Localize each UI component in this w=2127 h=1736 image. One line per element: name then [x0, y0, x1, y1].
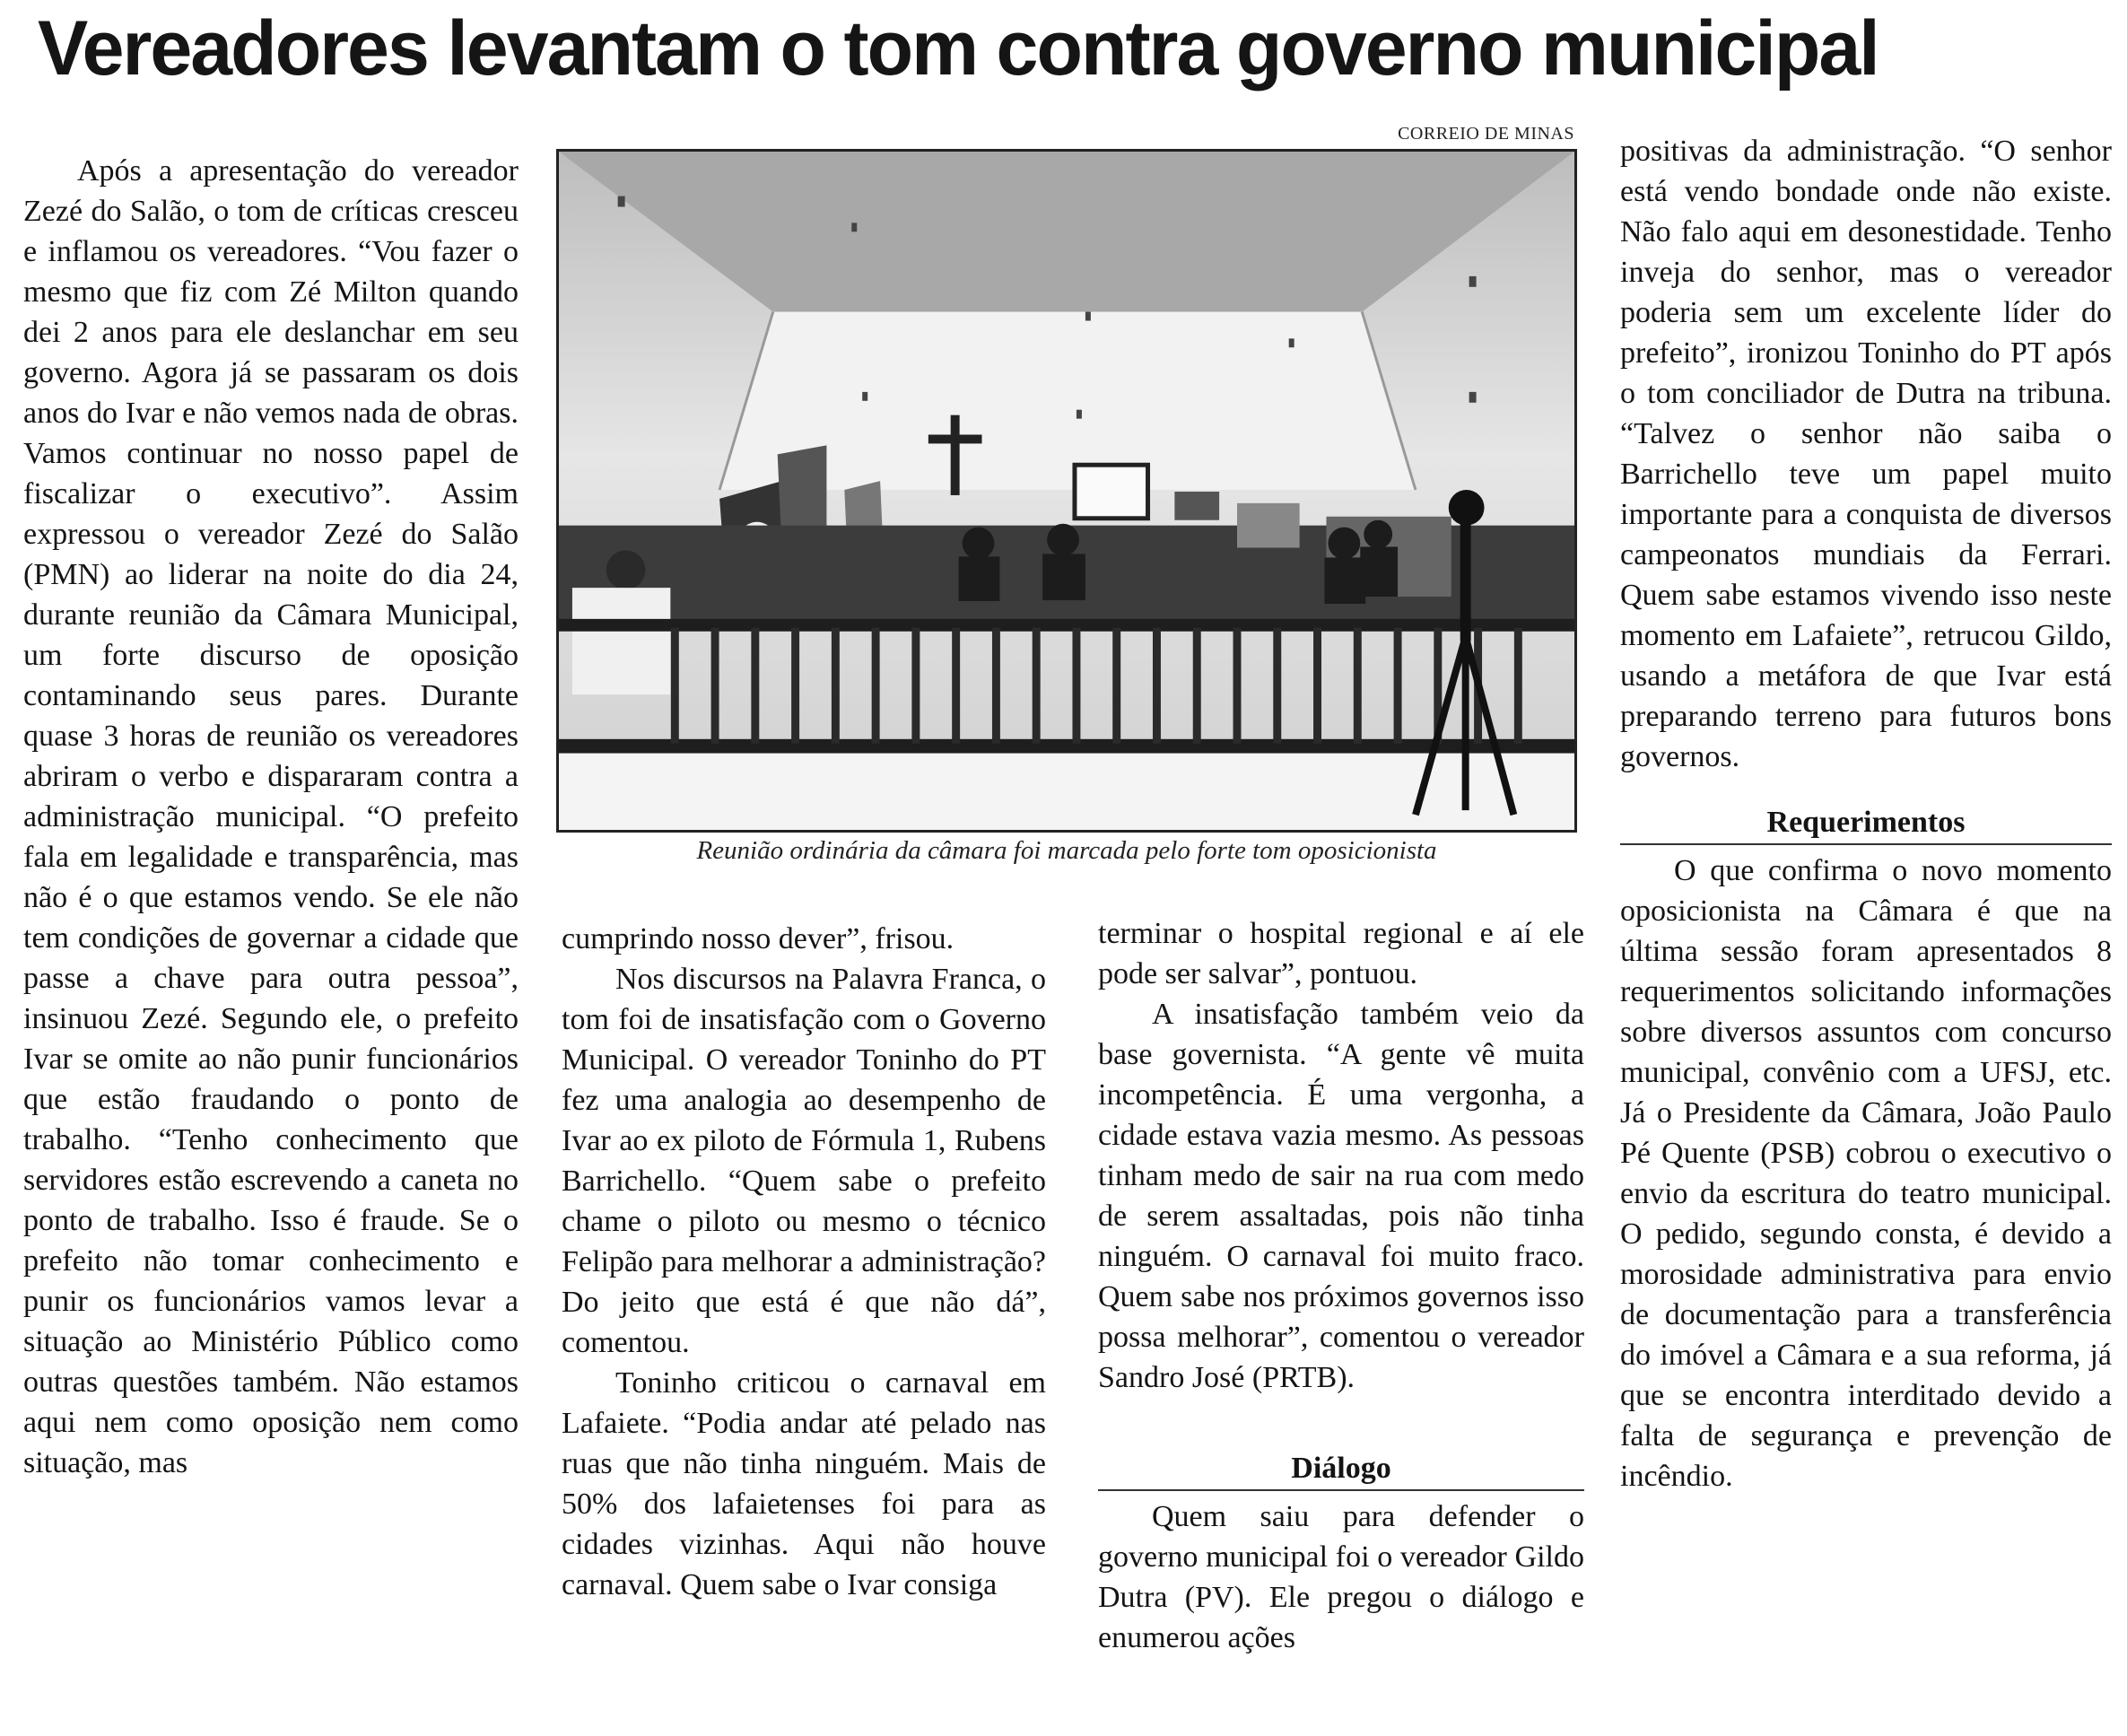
paragraph: A insatisfação também veio da base governista. “A gente vê muita incompetência. É uma vergonha, a cidade estava vazia mesmo. As pessoas tinham medo de sair na rua com medo de serem assaltadas, pois não tinha ninguém. O carnaval foi muito fraco. Quem sabe nos próximos governos isso possa melhorar”, comentou o vereador Sandro José (PRTB).: [1098, 998, 1584, 1394]
paragraph: cumprindo nosso dever”, frisou.: [562, 922, 955, 955]
paragraph: terminar o hospital regional e aí ele pode ser salvar”, pontuou.: [1098, 917, 1584, 990]
subhead-requerimentos: Requerimentos: [1620, 804, 2112, 845]
paragraph: positivas da administração. “O senhor está vendo bondade onde não existe. Não falo aqui em desonestidade. Tenho inveja do senhor, mas o vereador poderia sem um excelente líder do prefeito”, ironizou Toninho do PT após o tom conciliador de Dutra na tribuna. “Talvez o senhor não saiba o Barrichello teve um papel muito importante para a conquista de diversos campeonatos mundiais da Ferrari. Quem sabe estamos vivendo isso neste momento em Lafaiete”, retrucou Gildo, usando a metáfora de que Ivar está preparando terreno para futuros bons governos.: [1620, 135, 2112, 773]
source-credit: CORREIO DE MINAS: [1398, 124, 1574, 144]
column-4: [1620, 131, 2112, 1496]
subhead-dialogo: Diálogo: [1098, 1450, 1584, 1491]
paragraph: O que confirma o novo momento oposicionista na Câmara é que na última sessão foram apresentados 8 requerimentos solicitando informações sobre diversos assuntos com concurso municipal, convênio com a UFSJ, etc. Já o Presidente da Câmara, João Paulo Pé Quente (PSB) cobrou o executivo o envio da escritura do teatro municipal. O pedido, segundo consta, é devido a morosidade administrativa para envio de documentação para a transferência do imóvel a Câmara e a sua reforma, já que se encontra interditado devido a falta de segurança e prevenção de incêndio.: [1620, 854, 2112, 1493]
paragraph: Toninho criticou o carnaval em Lafaiete. “Podia andar até pelado nas ruas que não tinha ninguém. Mais de 50% dos lafaietenses foi para as cidades vizinhas. Aqui não houve carnaval. Quem sabe o Ivar consiga: [562, 1366, 1046, 1601]
column-3: [1098, 913, 1584, 1658]
column-1: [23, 151, 519, 1483]
paragraph: Nos discursos na Palavra Franca, o tom foi de insatisfação com o Governo Municipal. O vereador Toninho do PT fez uma analogia ao desempenho de Ivar ao ex piloto de Fórmula 1, Rubens Barrichello. “Quem sabe o prefeito chame o piloto ou mesmo o técnico Felipão para melhorar a administração? Do jeito que está é que não dá”, comentou.: [562, 963, 1046, 1359]
paragraph: Após a apresentação do vereador Zezé do Salão, o tom de críticas cresceu e inflamou os vereadores. “Vou fazer o mesmo que fiz com Zé Milton quando dei 2 anos para ele deslanchar em seu governo. Agora já se passaram os dois anos do Ivar e não vemos nada de obras. Vamos continuar no nosso papel de fiscalizar o executivo”. Assim expressou o vereador Zezé do Salão (PMN) ao liderar na noite do dia 24, durante reunião da Câmara Municipal, um forte discurso de oposição contaminando seus pares. Durante quase 3 horas de reunião os vereadores abriram o verbo e dispararam contra a administração municipal. “O prefeito fala em legalidade e transparência, mas não é o que estamos vendo. Se ele não tem condições de governar a cidade que passe a chave para outra pessoa”, insinuou Zezé. Segundo ele, o prefeito Ivar se omite ao não punir funcionários que estão fraudando o ponto de trabalho. “Tenho conhecimento que servidores estão escrevendo a caneta no ponto de trabalho. Isso é fraude. Se o prefeito não tomar conhecimento e punir os funcionários vamos levar a situação ao Ministério Público como outras questões também. Não estamos aqui nem como oposição nem como situação, mas: [23, 154, 519, 1479]
photo-caption: Reunião ordinária da câmara foi marcada pelo forte tom oposicionista: [696, 836, 1437, 865]
headline: Vereadores levantam o tom contra governo municipal: [38, 5, 1879, 92]
column-2: [562, 919, 1046, 1605]
paragraph: Quem saiu para defender o governo municipal foi o vereador Gildo Dutra (PV). Ele pregou o diálogo e enumerou ações: [1098, 1500, 1584, 1654]
council-meeting-photo: [556, 149, 1577, 833]
